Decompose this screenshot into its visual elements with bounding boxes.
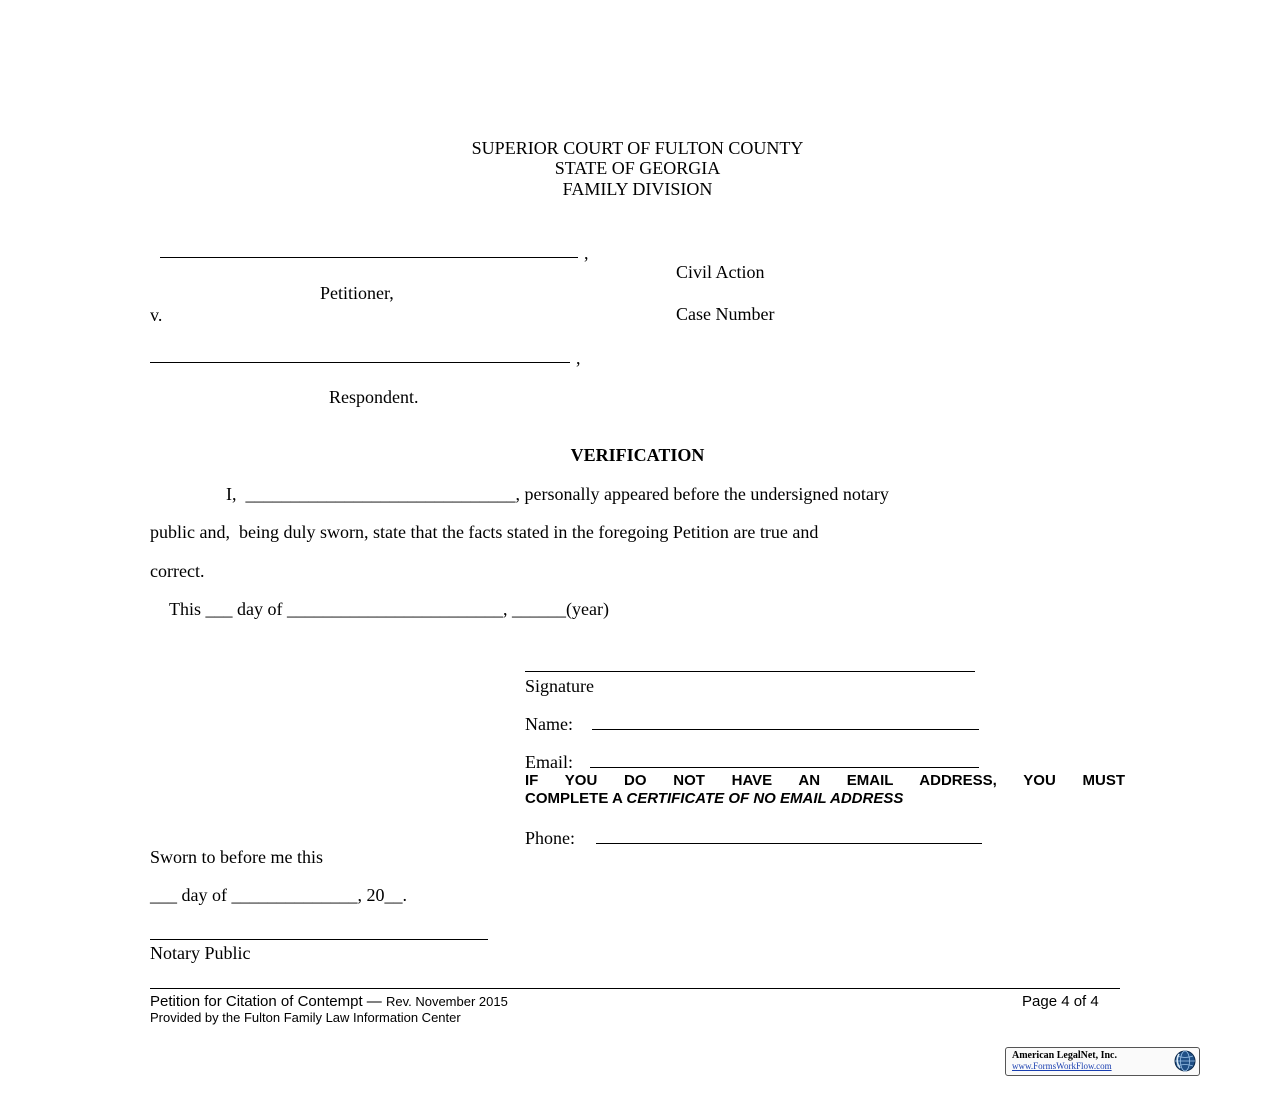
state-name: STATE OF GEORGIA (554, 158, 721, 178)
petitioner-name-line[interactable] (160, 257, 578, 258)
signature-label: Signature (525, 676, 594, 696)
footer-page-number: Page 4 of 4 (1022, 993, 1099, 1010)
name-label: Name: (525, 714, 573, 734)
email-warning-line-2: COMPLETE A CERTIFICATE OF NO EMAIL ADDRESS (525, 790, 904, 807)
verification-line-2: public and, being duly sworn, state that the facts stated in the foregoing Petition are true and (150, 522, 819, 542)
certificate-of-no-email-title: CERTIFICATE OF NO EMAIL ADDRESS (626, 790, 904, 807)
notary-day-line[interactable]: ___ day of ______________, 20__. (150, 885, 407, 905)
email-line[interactable] (590, 767, 979, 768)
division-name: FAMILY DIVISION (562, 179, 713, 199)
versus-label: v. (150, 305, 163, 325)
name-line[interactable] (592, 729, 979, 730)
respondent-comma: , (576, 348, 581, 368)
verification-title: VERIFICATION (570, 445, 705, 465)
civil-action-label: Civil Action (676, 262, 765, 282)
phone-label: Phone: (525, 828, 576, 848)
phone-line[interactable] (596, 843, 982, 844)
signature-line[interactable] (525, 671, 975, 672)
footer-rule (150, 988, 1120, 989)
affiant-name-blank[interactable]: ______________________________ (245, 484, 516, 504)
logo-company-name: American LegalNet, Inc. (1012, 1050, 1117, 1061)
email-warning-line-1: IF YOU DO NOT HAVE AN EMAIL ADDRESS, YOU MUST (525, 772, 1125, 789)
respondent-label: Respondent. (329, 387, 419, 407)
petitioner-label: Petitioner, (320, 283, 394, 303)
footer-form-title: Petition for Citation of Contempt — Rev. November 2015 (150, 993, 508, 1010)
email-warning (525, 772, 1125, 808)
court-name: SUPERIOR COURT OF FULTON COUNTY (471, 138, 804, 158)
respondent-name-line[interactable] (150, 362, 570, 363)
verification-line-3: correct. (150, 561, 205, 581)
american-legalnet-logo[interactable] (1005, 1047, 1200, 1076)
footer-provided-by: Provided by the Fulton Family Law Information Center (150, 1010, 461, 1025)
globe-icon (1173, 1049, 1197, 1073)
petitioner-comma: , (584, 243, 589, 263)
logo-url-link[interactable]: www.FormsWorkFlow.com (1012, 1061, 1112, 1071)
email-label: Email: (525, 752, 573, 772)
notary-public-label: Notary Public (150, 943, 251, 963)
footer-revision: Rev. November 2015 (385, 994, 508, 1009)
case-number-label: Case Number (676, 304, 775, 324)
verification-i: I, (226, 484, 237, 504)
verification-date-line[interactable]: This ___ day of ________________________, ______(year) (169, 599, 609, 619)
sworn-line: Sworn to before me this (150, 847, 323, 867)
verification-line-1 (226, 484, 889, 504)
verification-line-1-rest: , personally appeared before the undersigned notary (515, 484, 889, 504)
notary-signature-line[interactable] (150, 939, 488, 940)
